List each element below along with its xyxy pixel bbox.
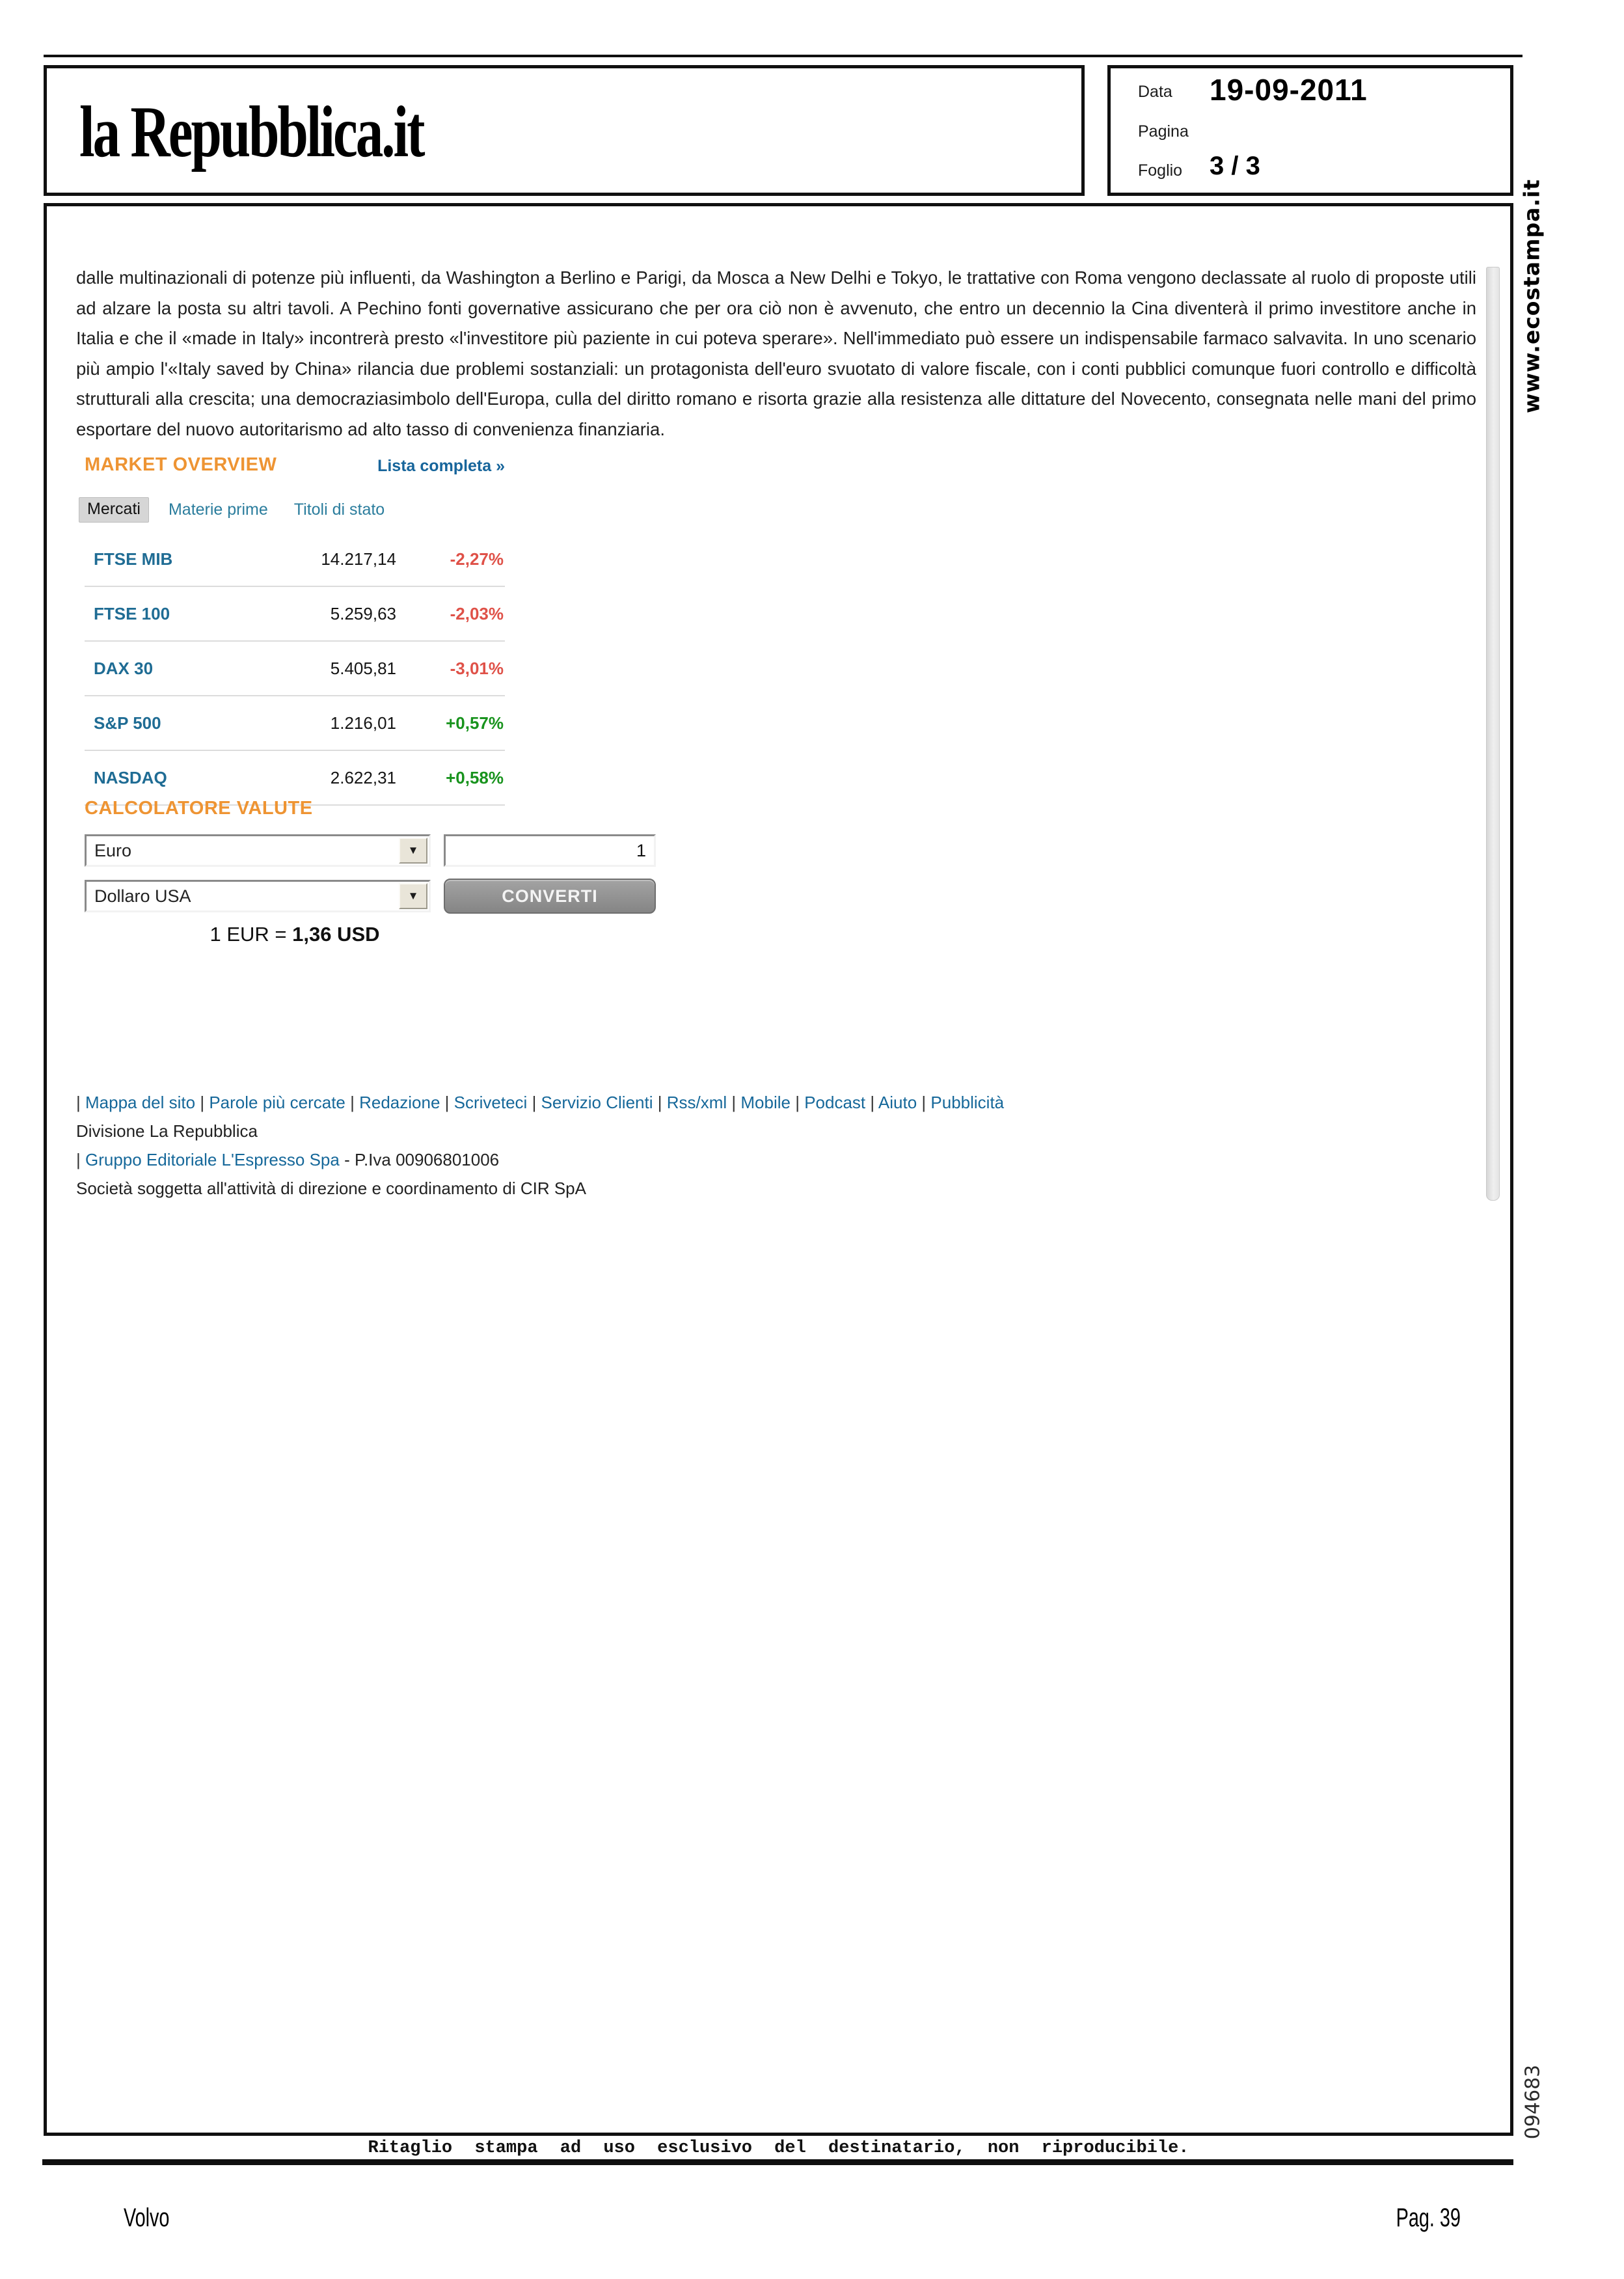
data-label: Data <box>1138 83 1172 101</box>
footer-link[interactable]: | Scriveteci <box>445 1093 528 1112</box>
table-row <box>85 642 505 696</box>
to-currency-value: Dollaro USA <box>94 886 191 906</box>
tab-mercati[interactable]: Mercati <box>79 497 149 523</box>
scrollbar-thumb[interactable] <box>1486 267 1500 1201</box>
footer-link[interactable]: | Rss/xml <box>658 1093 727 1112</box>
table-row <box>85 532 505 587</box>
footer-links-row <box>76 1088 1442 1117</box>
amount-input[interactable] <box>444 834 656 867</box>
index-value: 1.216,01 <box>330 713 396 733</box>
index-name-link[interactable]: FTSE 100 <box>94 604 170 623</box>
index-value: 5.259,63 <box>330 604 396 623</box>
data-value: 19-09-2011 <box>1210 73 1368 107</box>
la-repubblica-logo: la Repubblica.it <box>79 92 424 172</box>
market-tabs <box>79 497 385 523</box>
article-text: dalle multinazionali di potenze più influenti, da Washington a Berlino e Parigi, da Mosca a New Delhi e Tokyo, le trattative con Roma vengono declassate al ruolo di proposte utili ad alzare la posta su altri tavoli. A Pechino fonti governative assicurano che per ora ciò non è avvenuto, che entro un decennio la Cina diventerà il primo investitore anche in Italia e che il «made in Italy» incontrerà presto «l'investitore più paziente in cui poteva sperare». Nell'immediato può essere un indispensabile farmaco salvavita. In uno scenario più ampio l'«Italy saved by China» rilancia due problemi sostanziali: un protagonista dell'euro svuotato di valore fiscale, con i conti pubblici comunque fuori controllo e difficoltà strutturali alla crescita; una democraziasimbolo dell'Europa, culla del diritto romano e risorta grazie alla resistenza alle dittature del Novecento, consegnata nelle mani del primo esportare del nuovo autoritarismo ad alto tasso di convenienza finanziaria. <box>76 267 1476 439</box>
footer-link[interactable]: | Redazione <box>350 1093 440 1112</box>
pagina-label: Pagina <box>1138 122 1189 141</box>
disclaimer-text: Ritaglio stampa ad uso esclusivo del destinatario, non riproducibile. <box>368 2138 1189 2158</box>
table-row <box>85 696 505 751</box>
market-overview-title: MARKET OVERVIEW <box>85 454 277 475</box>
index-change: +0,58% <box>446 768 504 787</box>
foglio-value: 3 / 3 <box>1210 152 1260 180</box>
index-name-link[interactable]: S&P 500 <box>94 713 161 733</box>
lista-completa-link[interactable]: Lista completa » <box>377 457 505 475</box>
result-value: 1,36 USD <box>292 923 380 946</box>
cir-note: Società soggetta all'attività di direzione e coordinamento di CIR SpA <box>76 1179 586 1198</box>
index-value: 14.217,14 <box>321 549 396 569</box>
market-table <box>85 532 505 806</box>
chevron-down-icon[interactable]: ▼ <box>399 838 427 864</box>
index-change: -2,03% <box>450 604 504 623</box>
conversion-result <box>85 923 505 946</box>
tab-materie-prime[interactable]: Materie prime <box>168 500 268 519</box>
index-change: -2,27% <box>450 549 504 569</box>
division-line: Divisione La Repubblica <box>76 1121 258 1141</box>
from-currency-select[interactable] <box>85 834 431 867</box>
index-change: +0,57% <box>446 713 504 733</box>
meta-box <box>1107 65 1513 196</box>
footer-link[interactable]: | Mobile <box>731 1093 791 1112</box>
footer-link[interactable]: | Pubblicità <box>921 1093 1004 1112</box>
company-piva: - P.Iva 00906801006 <box>339 1150 500 1169</box>
index-value: 2.622,31 <box>330 768 396 787</box>
index-name-link[interactable]: NASDAQ <box>94 768 167 787</box>
client-name: Volvo <box>124 2204 170 2232</box>
currency-calculator-title: CALCOLATORE VALUTE <box>85 798 313 819</box>
converti-button[interactable]: CONVERTI <box>444 879 656 914</box>
bottom-thick-rule <box>42 2159 1513 2165</box>
top-rule <box>44 55 1522 57</box>
from-currency-value: Euro <box>94 841 132 860</box>
footer-link[interactable]: | Mappa del sito <box>76 1093 195 1112</box>
to-currency-select[interactable] <box>85 880 431 912</box>
company-line <box>76 1145 1442 1174</box>
page-number: Pag. 39 <box>1396 2204 1461 2232</box>
table-row <box>85 587 505 642</box>
footer-link[interactable]: | Aiuto <box>870 1093 917 1112</box>
result-prefix: 1 EUR = <box>210 923 293 946</box>
ecostampa-vertical-label: www.ecostampa.it <box>1519 178 1545 414</box>
site-footer <box>76 1088 1442 1203</box>
index-name-link[interactable]: FTSE MIB <box>94 549 173 569</box>
clipping-code: 094683 <box>1521 2064 1545 2140</box>
chevron-down-icon[interactable]: ▼ <box>399 883 427 909</box>
footer-link[interactable]: | Servizio Clienti <box>532 1093 653 1112</box>
footer-link[interactable]: | Parole più cercate <box>200 1093 345 1112</box>
tab-titoli-di-stato[interactable]: Titoli di stato <box>293 500 385 519</box>
index-change: -3,01% <box>450 659 504 678</box>
footer-link[interactable]: | Podcast <box>795 1093 865 1112</box>
masthead-box <box>44 65 1085 196</box>
company-link[interactable]: | Gruppo Editoriale L'Espresso Spa <box>76 1150 340 1169</box>
index-value: 5.405,81 <box>330 659 396 678</box>
foglio-label: Foglio <box>1138 161 1183 180</box>
index-name-link[interactable]: DAX 30 <box>94 659 154 678</box>
